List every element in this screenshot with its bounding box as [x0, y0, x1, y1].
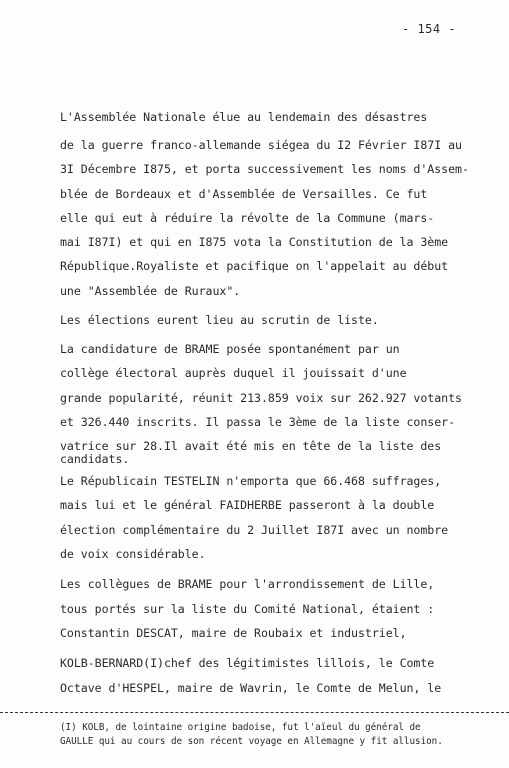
text-line: grande popularité, réunit 213.859 voix sur 262.927 votants — [60, 391, 462, 405]
text-line: République.Royaliste et pacifique on l'appelait au début — [60, 259, 449, 273]
text-line: de voix considérable. — [60, 547, 206, 561]
footnote-line: GAULLE qui au cours de son récent voyage en Allemagne y fit allusion. — [60, 736, 443, 747]
text-line: candidats. — [60, 452, 130, 466]
text-line: L'Assemblée Nationale élue au lendemain des désastres — [60, 110, 428, 124]
text-line: tous portés sur la liste du Comité National, étaient : — [60, 602, 435, 616]
text-line: blée de Bordeaux et d'Assemblée de Versailles. Ce fut — [60, 187, 428, 201]
text-line: Le Républicain TESTELIN n'emporta que 66.468 suffrages, — [60, 474, 442, 488]
text-line: collège électoral auprès duquel il jouissait d'une — [60, 366, 407, 380]
text-line: Constantin DESCAT, maire de Roubaix et industriel, — [60, 626, 407, 640]
text-line: Octave d'HESPEL, maire de Wavrin, le Comte de Melun, le — [60, 681, 442, 695]
text-line: mai I87I) et qui en I875 vota la Constitution de la 3ème — [60, 235, 449, 249]
page-number: - 154 - — [402, 22, 457, 36]
text-line: La candidature de BRAME posée spontanément par un — [60, 342, 400, 356]
text-line: elle qui eut à réduire la révolte de la Commune (mars- — [60, 211, 435, 225]
text-line: mais lui et le général FAIDHERBE passeront à la double — [60, 498, 435, 512]
text-line: Les collègues de BRAME pour l'arrondissement de Lille, — [60, 577, 435, 591]
text-line: une "Assemblée de Ruraux". — [60, 284, 241, 298]
footnote-separator — [0, 712, 509, 713]
text-line: vatrice sur 28.Il avait été mis en tête de la liste des — [60, 439, 442, 453]
text-line: et 326.440 inscrits. Il passa le 3ème de la liste conser- — [60, 415, 456, 429]
text-line: élection complémentaire du 2 Juillet I87I avec un nombre — [60, 523, 449, 537]
text-line: KOLB-BERNARD(I)chef des légitimistes lillois, le Comte — [60, 656, 435, 670]
text-line: Les élections eurent lieu au scrutin de liste. — [60, 313, 379, 327]
text-line: 3I Décembre I875, et porta successivement les noms d'Assem- — [60, 162, 469, 176]
footnote-line: (I) KOLB, de lointaine origine badoise, fut l'aïeul du général de — [60, 722, 421, 733]
text-line: de la guerre franco-allemande siégea du I2 Février I87I au — [60, 138, 462, 152]
